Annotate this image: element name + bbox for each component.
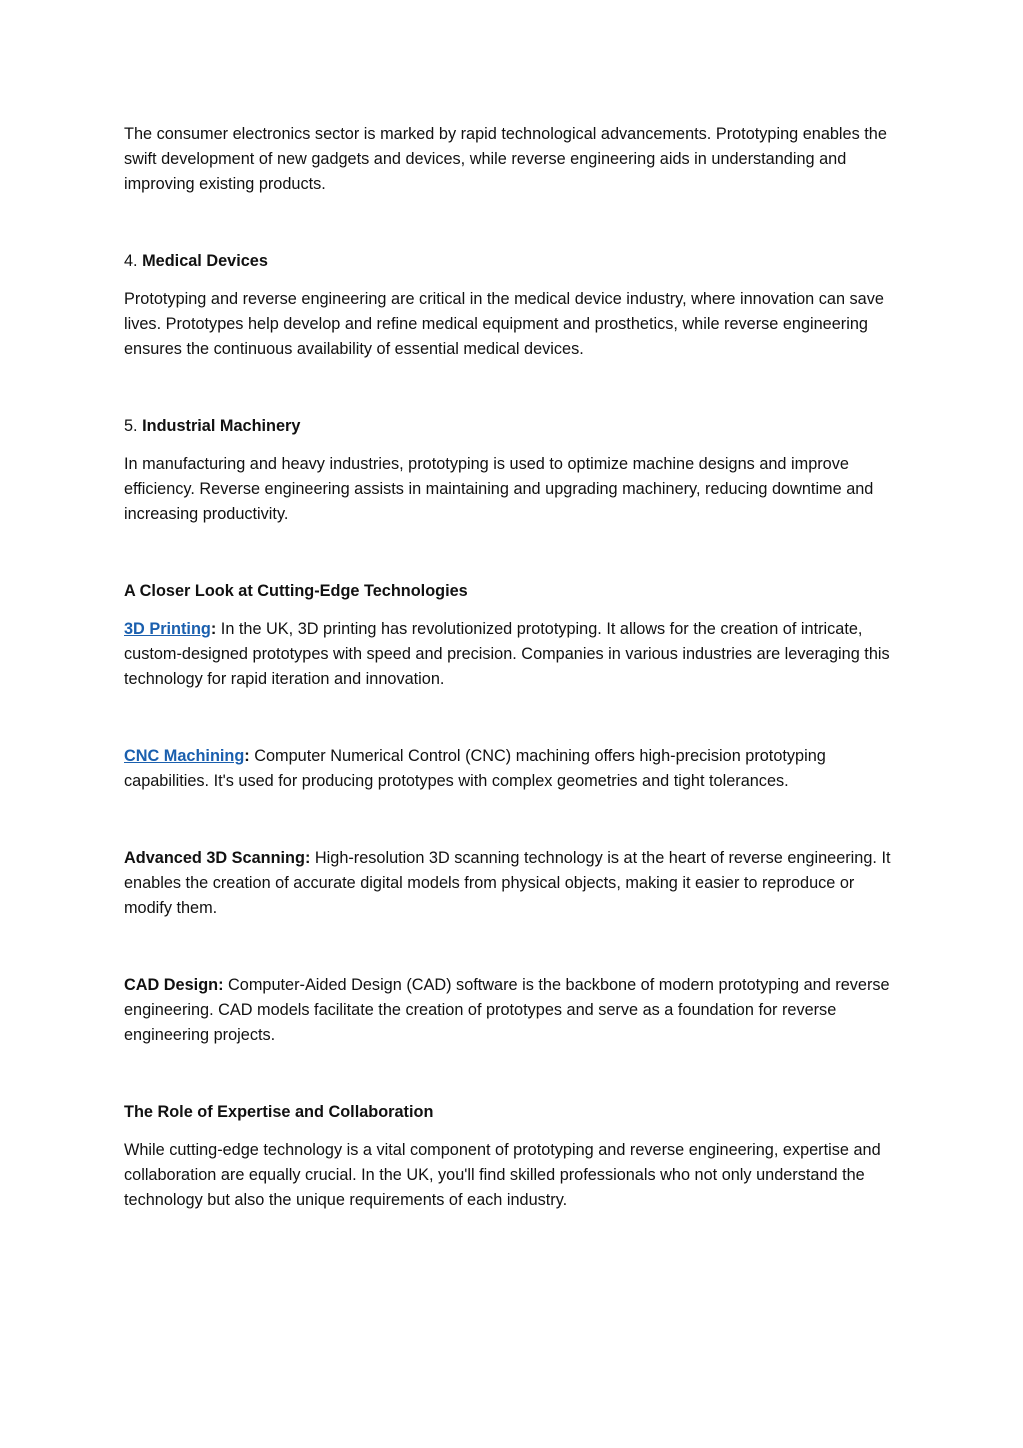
expertise-paragraph: While cutting-edge technology is a vital component of prototyping and reverse engineering, expertise and collaboration are equally crucial. In the UK, you'll find skilled professionals who not only understand the technology but also the unique requirements of each industry. [124,1141,881,1209]
industrial-machinery-title: Industrial Machinery [142,417,301,435]
medical-devices-title: Medical Devices [142,252,268,270]
3d-scanning-label: Advanced 3D Scanning: [124,849,311,867]
cnc-machining-link[interactable]: CNC Machining [124,747,245,765]
3d-printing-paragraph [124,617,904,692]
expertise-heading [124,1100,904,1125]
cnc-machining-colon: : [244,747,250,765]
medical-devices-heading [124,249,904,274]
industrial-machinery-heading [124,414,904,439]
industrial-machinery-paragraph: In manufacturing and heavy industries, prototyping is used to optimize machine designs and improve efficiency. Reverse engineering assists in maintaining and upgrading machinery, reducing downtime and increasing productivity. [124,455,874,523]
cad-design-text: Computer-Aided Design (CAD) software is the backbone of modern prototyping and reverse engineering. CAD models facilitate the creation of prototypes and serve as a foundation for reverse engineering projects. [124,976,890,1044]
3d-printing-text: In the UK, 3D printing has revolutionized prototyping. It allows for the creation of intricate, custom-designed prototypes with speed and precision. Companies in various industries are leveraging this technology for rapid iteration and innovation. [124,620,890,688]
3d-printing-link[interactable]: 3D Printing [124,620,211,638]
cnc-machining-paragraph [124,744,904,794]
cad-design-paragraph [124,973,904,1048]
3d-printing-colon: : [210,620,217,638]
medical-devices-paragraph: Prototyping and reverse engineering are critical in the medical device industry, where innovation can save lives. Prototypes help develop and refine medical equipment and prosthetics, while reverse engineering ensures the continuous availability of essential medical devices. [124,290,884,358]
document-page [124,122,904,1265]
medical-devices-number: 4. [124,252,143,270]
technologies-heading [124,579,904,604]
intro-paragraph: The consumer electronics sector is marked by rapid technological advancements. Prototyping enables the swift development of new gadgets and devices, while reverse engineering aids in understanding and improving existing products. [124,125,887,193]
technologies-heading-text: A Closer Look at Cutting-Edge Technologies [124,582,468,600]
expertise-heading-text: The Role of Expertise and Collaboration [124,1103,434,1121]
cnc-machining-text: Computer Numerical Control (CNC) machining offers high-precision prototyping capabilities. It's used for producing prototypes with complex geometries and tight tolerances. [124,747,826,790]
3d-scanning-text: High-resolution 3D scanning technology is at the heart of reverse engineering. It enables the creation of accurate digital models from physical objects, making it easier to reproduce or modify them. [124,849,891,917]
cad-design-label: CAD Design: [124,976,224,994]
3d-scanning-paragraph [124,846,904,921]
industrial-machinery-number: 5. [124,417,143,435]
